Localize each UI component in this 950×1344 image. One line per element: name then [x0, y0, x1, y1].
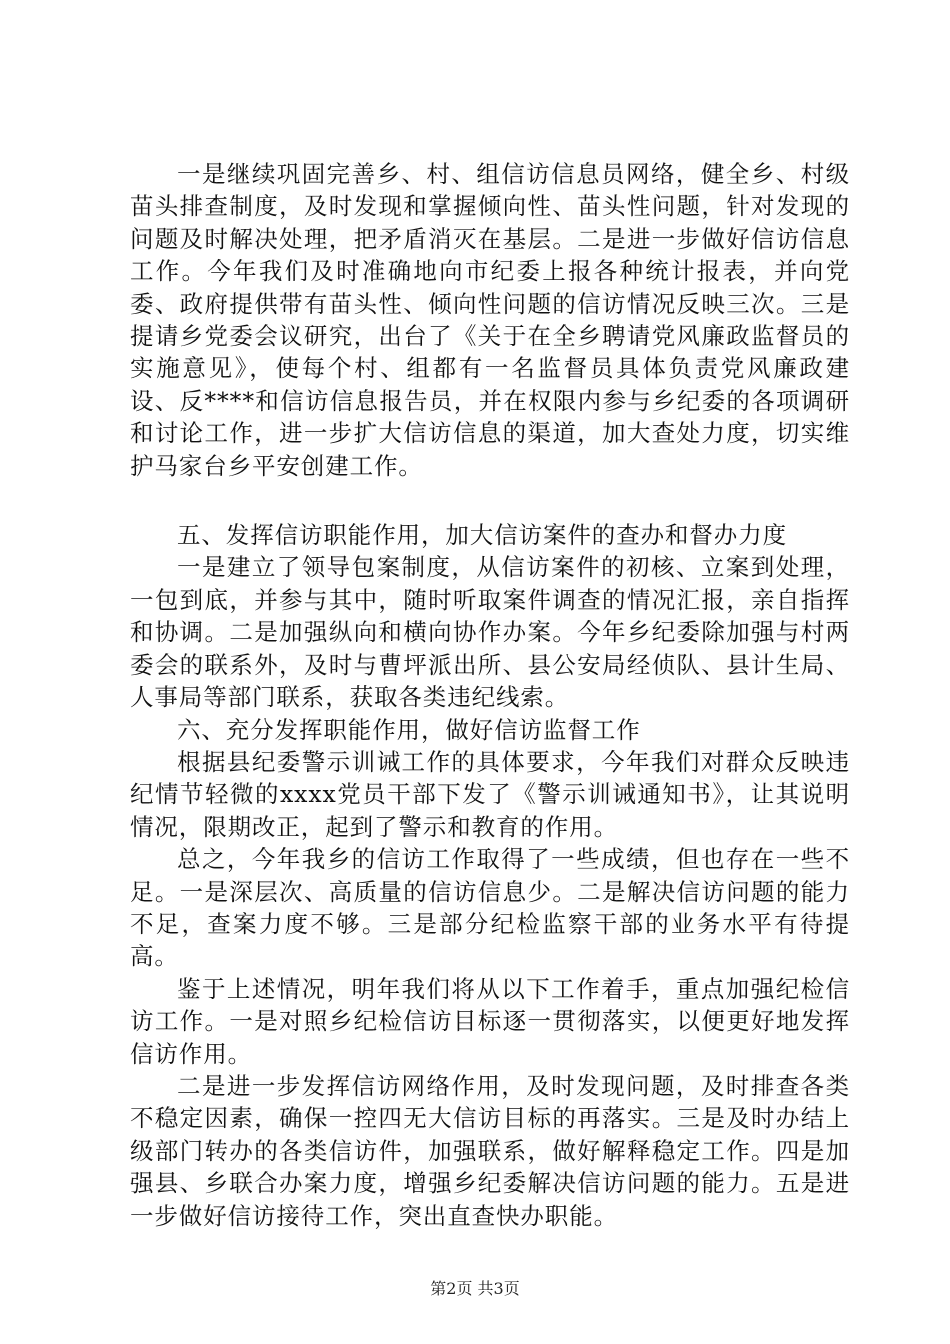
paragraph-info-network: 一是继续巩固完善乡、村、组信访信息员网络，健全乡、村级苗头排查制度，及时发现和掌握倾向性、苗头性问题，针对发现的问题及时解决处理，把矛盾消灭在基层。二是进一步做好信访信息工作。今年我们及时准确地向市纪委上报各种统计报表，并向党委、政府提供带有苗头性、倾向性问题的信访情况反映三次。三是提请乡党委会议研究，出台了《关于在全乡聘请党风廉政监督员的实施意见》，使每个村、组都有一名监督员具体负责党风廉政建设、反****和信访信息报告员，并在权限内参与乡纪委的各项调研和讨论工作，进一步扩大信访信息的渠道，加大查处力度，切实维护马家台乡平安创建工作。: [130, 160, 850, 480]
paragraph-warning-notice: 根据县纪委警示训诫工作的具体要求，今年我们对群众反映违纪情节轻微的xxxx党员干部下发了《警示训诫通知书》，让其说明情况，限期改正，起到了警示和教育的作用。: [130, 747, 850, 841]
paragraph-next-year: 鉴于上述情况，明年我们将从以下工作着手，重点加强纪检信访工作。一是对照乡纪检信访目标逐一贯彻落实，以便更好地发挥信访作用。: [130, 974, 850, 1068]
paragraph-summary: 总之，今年我乡的信访工作取得了一些成绩，但也存在一些不足。一是深层次、高质量的信访信息少。二是解决信访问题的能力不足，查案力度不够。三是部分纪检监察干部的业务水平有待提高。: [130, 845, 850, 971]
paragraph-case-handling: 一是建立了领导包案制度，从信访案件的初核、立案到处理，一包到底，并参与其中，随时听取案件调查的情况汇报，亲自指挥和协调。二是加强纵向和横向协作办案。今年乡纪委除加强与村两委会的联系外，及时与曹坪派出所、县公安局经侦队、县计生局、人事局等部门联系，获取各类违纪线索。: [130, 553, 850, 712]
page-footer: 第2页 共3页: [430, 1279, 520, 1298]
document-body: [130, 158, 850, 1232]
section-heading-five: 五、发挥信访职能作用，加大信访案件的查办和督办力度: [177, 521, 787, 550]
section-heading-six: 六、充分发挥职能作用，做好信访监督工作: [177, 715, 641, 744]
paragraph-plans: 二是进一步发挥信访网络作用，及时发现问题，及时排查各类不稳定因素，确保一控四无大信访目标的再落实。三是及时办结上级部门转办的各类信访件，加强联系，做好解释稳定工作。四是加强县、乡联合办案力度，增强乡纪委解决信访问题的能力。五是进一步做好信访接待工作，突出直查快办职能。: [130, 1071, 850, 1230]
